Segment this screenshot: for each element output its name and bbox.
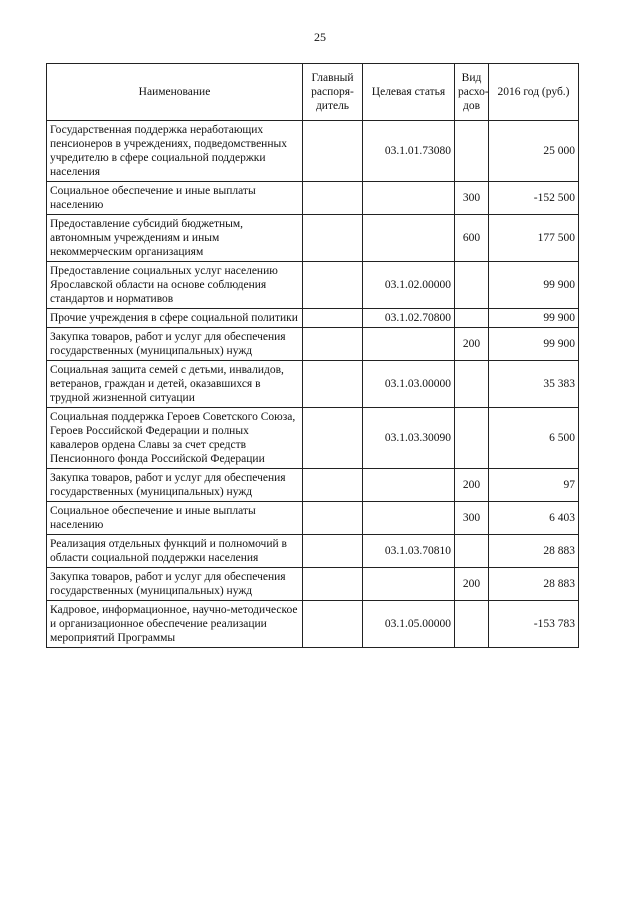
row-name: Закупка товаров, работ и услуг для обеспечения государственных (муниципальных) нужд xyxy=(47,568,303,601)
table-row xyxy=(47,328,579,361)
row-target xyxy=(363,215,455,262)
row-type xyxy=(455,262,489,309)
row-main xyxy=(303,215,363,262)
row-target: 03.1.03.00000 xyxy=(363,361,455,408)
row-main xyxy=(303,502,363,535)
row-amount: 99 900 xyxy=(489,309,579,328)
row-amount: 28 883 xyxy=(489,568,579,601)
row-amount: -152 500 xyxy=(489,182,579,215)
row-name: Социальное обеспечение и иные выплаты населению xyxy=(47,502,303,535)
row-name: Предоставление социальных услуг населению Ярославской области на основе соблюдения стандартов и нормативов xyxy=(47,262,303,309)
row-name: Государственная поддержка неработающих пенсионеров в учреждениях, подведомственных учредителю в сфере социальной поддержки населения xyxy=(47,121,303,182)
row-main xyxy=(303,361,363,408)
row-name: Социальная защита семей с детьми, инвалидов, ветеранов, граждан и детей, оказавшихся в трудной жизненной ситуации xyxy=(47,361,303,408)
row-type: 300 xyxy=(455,502,489,535)
row-target xyxy=(363,568,455,601)
budget-table xyxy=(46,63,579,648)
row-target: 03.1.02.70800 xyxy=(363,309,455,328)
row-type xyxy=(455,121,489,182)
row-target: 03.1.03.30090 xyxy=(363,408,455,469)
row-name: Реализация отдельных функций и полномочий в области социальной поддержки населения xyxy=(47,535,303,568)
row-target: 03.1.01.73080 xyxy=(363,121,455,182)
row-name: Кадровое, информационное, научно-методическое и организационное обеспечение реализации мероприятий Программы xyxy=(47,601,303,648)
row-target xyxy=(363,182,455,215)
row-main xyxy=(303,262,363,309)
row-main xyxy=(303,408,363,469)
table-row xyxy=(47,361,579,408)
row-type: 200 xyxy=(455,469,489,502)
row-type xyxy=(455,309,489,328)
row-amount: 99 900 xyxy=(489,262,579,309)
page-number: 25 xyxy=(314,30,326,44)
row-target: 03.1.03.70810 xyxy=(363,535,455,568)
row-main xyxy=(303,328,363,361)
table-header-row xyxy=(47,64,579,121)
row-amount: 97 xyxy=(489,469,579,502)
row-main xyxy=(303,535,363,568)
row-type xyxy=(455,535,489,568)
table-row xyxy=(47,535,579,568)
row-amount: -153 783 xyxy=(489,601,579,648)
row-main xyxy=(303,121,363,182)
table-row xyxy=(47,408,579,469)
row-amount: 6 500 xyxy=(489,408,579,469)
table-row xyxy=(47,568,579,601)
table-row xyxy=(47,502,579,535)
row-target xyxy=(363,502,455,535)
row-name: Прочие учреждения в сфере социальной политики xyxy=(47,309,303,328)
row-target: 03.1.05.00000 xyxy=(363,601,455,648)
row-amount: 99 900 xyxy=(489,328,579,361)
row-main xyxy=(303,568,363,601)
table-row xyxy=(47,309,579,328)
table-row xyxy=(47,601,579,648)
header-target-item: Целевая статья xyxy=(363,64,455,121)
row-main xyxy=(303,182,363,215)
header-main-manager: Главный распоря-дитель xyxy=(303,64,363,121)
row-main xyxy=(303,601,363,648)
row-type xyxy=(455,361,489,408)
table-row xyxy=(47,262,579,309)
row-name: Закупка товаров, работ и услуг для обеспечения государственных (муниципальных) нужд xyxy=(47,469,303,502)
row-name: Предоставление субсидий бюджетным, автономным учреждениям и иным некоммерческим организациям xyxy=(47,215,303,262)
row-amount: 177 500 xyxy=(489,215,579,262)
row-type: 600 xyxy=(455,215,489,262)
row-type: 300 xyxy=(455,182,489,215)
row-amount: 6 403 xyxy=(489,502,579,535)
row-name: Социальная поддержка Героев Советского Союза, Героев Российской Федерации и полных кавалеров ордена Славы за счет средств Пенсионного фонда Российской Федерации xyxy=(47,408,303,469)
row-amount: 25 000 xyxy=(489,121,579,182)
row-type: 200 xyxy=(455,568,489,601)
row-type xyxy=(455,408,489,469)
row-name: Социальное обеспечение и иные выплаты населению xyxy=(47,182,303,215)
row-amount: 28 883 xyxy=(489,535,579,568)
header-expense-type: Вид расхо-дов xyxy=(455,64,489,121)
table-row xyxy=(47,182,579,215)
row-type: 200 xyxy=(455,328,489,361)
header-amount: 2016 год (руб.) xyxy=(489,64,579,121)
table-row xyxy=(47,469,579,502)
row-main xyxy=(303,469,363,502)
row-main xyxy=(303,309,363,328)
row-target: 03.1.02.00000 xyxy=(363,262,455,309)
table-row xyxy=(47,121,579,182)
row-target xyxy=(363,469,455,502)
header-name: Наименование xyxy=(47,64,303,121)
row-name: Закупка товаров, работ и услуг для обеспечения государственных (муниципальных) нужд xyxy=(47,328,303,361)
row-amount: 35 383 xyxy=(489,361,579,408)
table-row xyxy=(47,215,579,262)
row-type xyxy=(455,601,489,648)
row-target xyxy=(363,328,455,361)
